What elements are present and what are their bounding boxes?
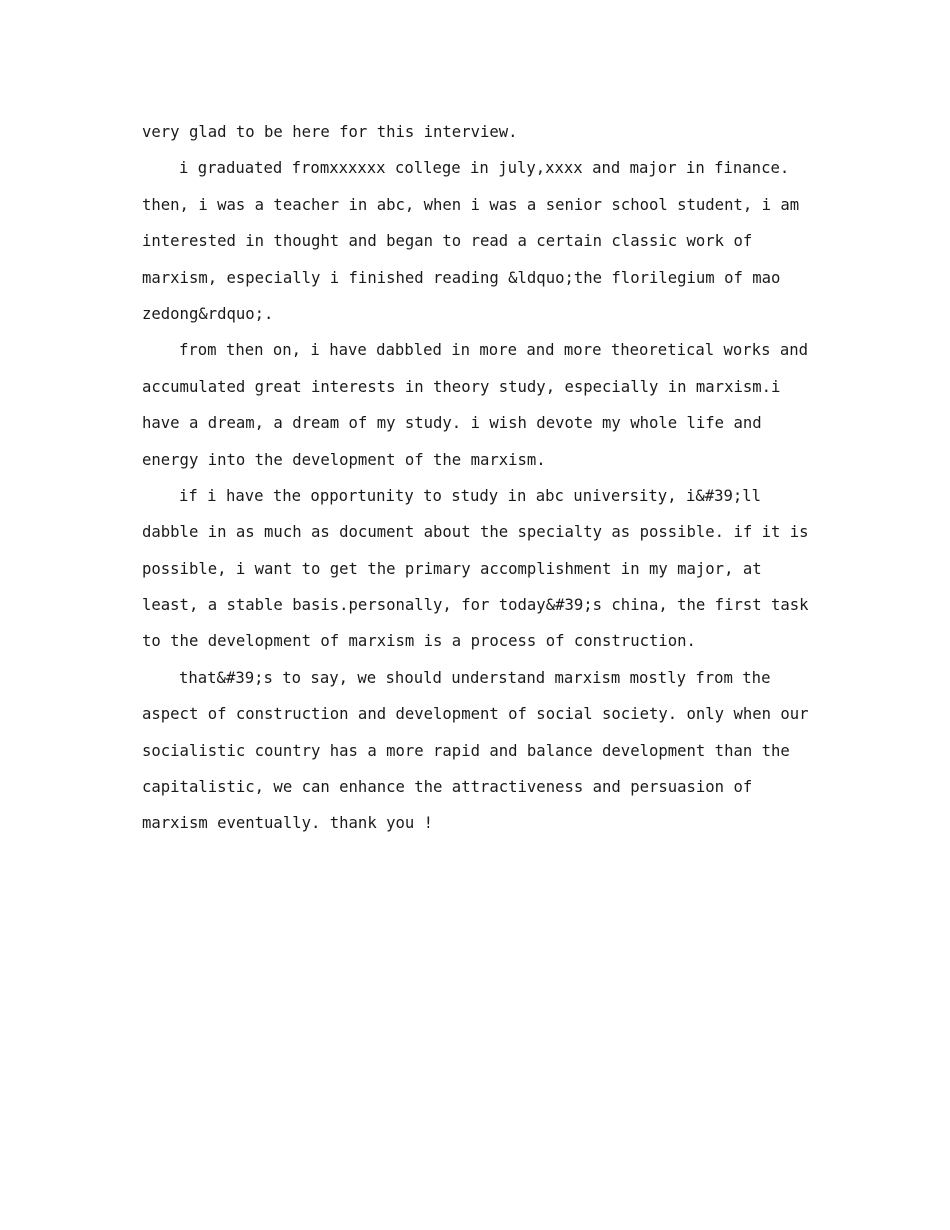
text-line: if i have the opportunity to study in abc university, i&#39;ll xyxy=(179,486,762,505)
text-line: have a dream, a dream of my study. i wish devote my whole life and xyxy=(142,414,762,433)
paragraph-greeting xyxy=(142,114,814,150)
text-line: energy into the development of the marxism. xyxy=(142,450,546,469)
text-line: that&#39;s to say, we should understand marxism mostly from the xyxy=(179,668,771,687)
text-line: very glad to be here for this interview. xyxy=(142,123,518,141)
text-line: to the development of marxism is a process of construction. xyxy=(142,632,696,651)
text-line: dabble in as much as document about the specialty as possible. if it is xyxy=(142,523,809,542)
text-line: least, a stable basis.personally, for today&#39;s china, the first task xyxy=(142,596,809,615)
text-line: interested in thought and began to read a certain classic work of xyxy=(142,232,753,251)
paragraph-study-plan xyxy=(142,478,814,660)
paragraph-education xyxy=(142,150,814,332)
text-line: i graduated fromxxxxxx college in july,xxxx and major in finance. xyxy=(179,159,790,178)
text-line: from then on, i have dabbled in more and more theoretical works and xyxy=(179,341,809,360)
text-line: capitalistic, we can enhance the attractiveness and persuasion of xyxy=(142,778,753,797)
paragraph-conclusion xyxy=(142,660,814,842)
text-line: marxism, especially i finished reading &ldquo;the florilegium of mao xyxy=(142,268,781,287)
text-line: marxism eventually. thank you ! xyxy=(142,814,434,833)
paragraph-interests xyxy=(142,332,814,478)
text-line: possible, i want to get the primary accomplishment in my major, at xyxy=(142,559,762,578)
document-body xyxy=(142,114,814,842)
text-line: socialistic country has a more rapid and balance development than the xyxy=(142,741,790,760)
text-line: accumulated great interests in theory study, especially in marxism.i xyxy=(142,377,781,396)
text-line: then, i was a teacher in abc, when i was a senior school student, i am xyxy=(142,195,800,214)
text-line: zedong&rdquo;. xyxy=(142,304,274,323)
text-line: aspect of construction and development of social society. only when our xyxy=(142,705,809,724)
